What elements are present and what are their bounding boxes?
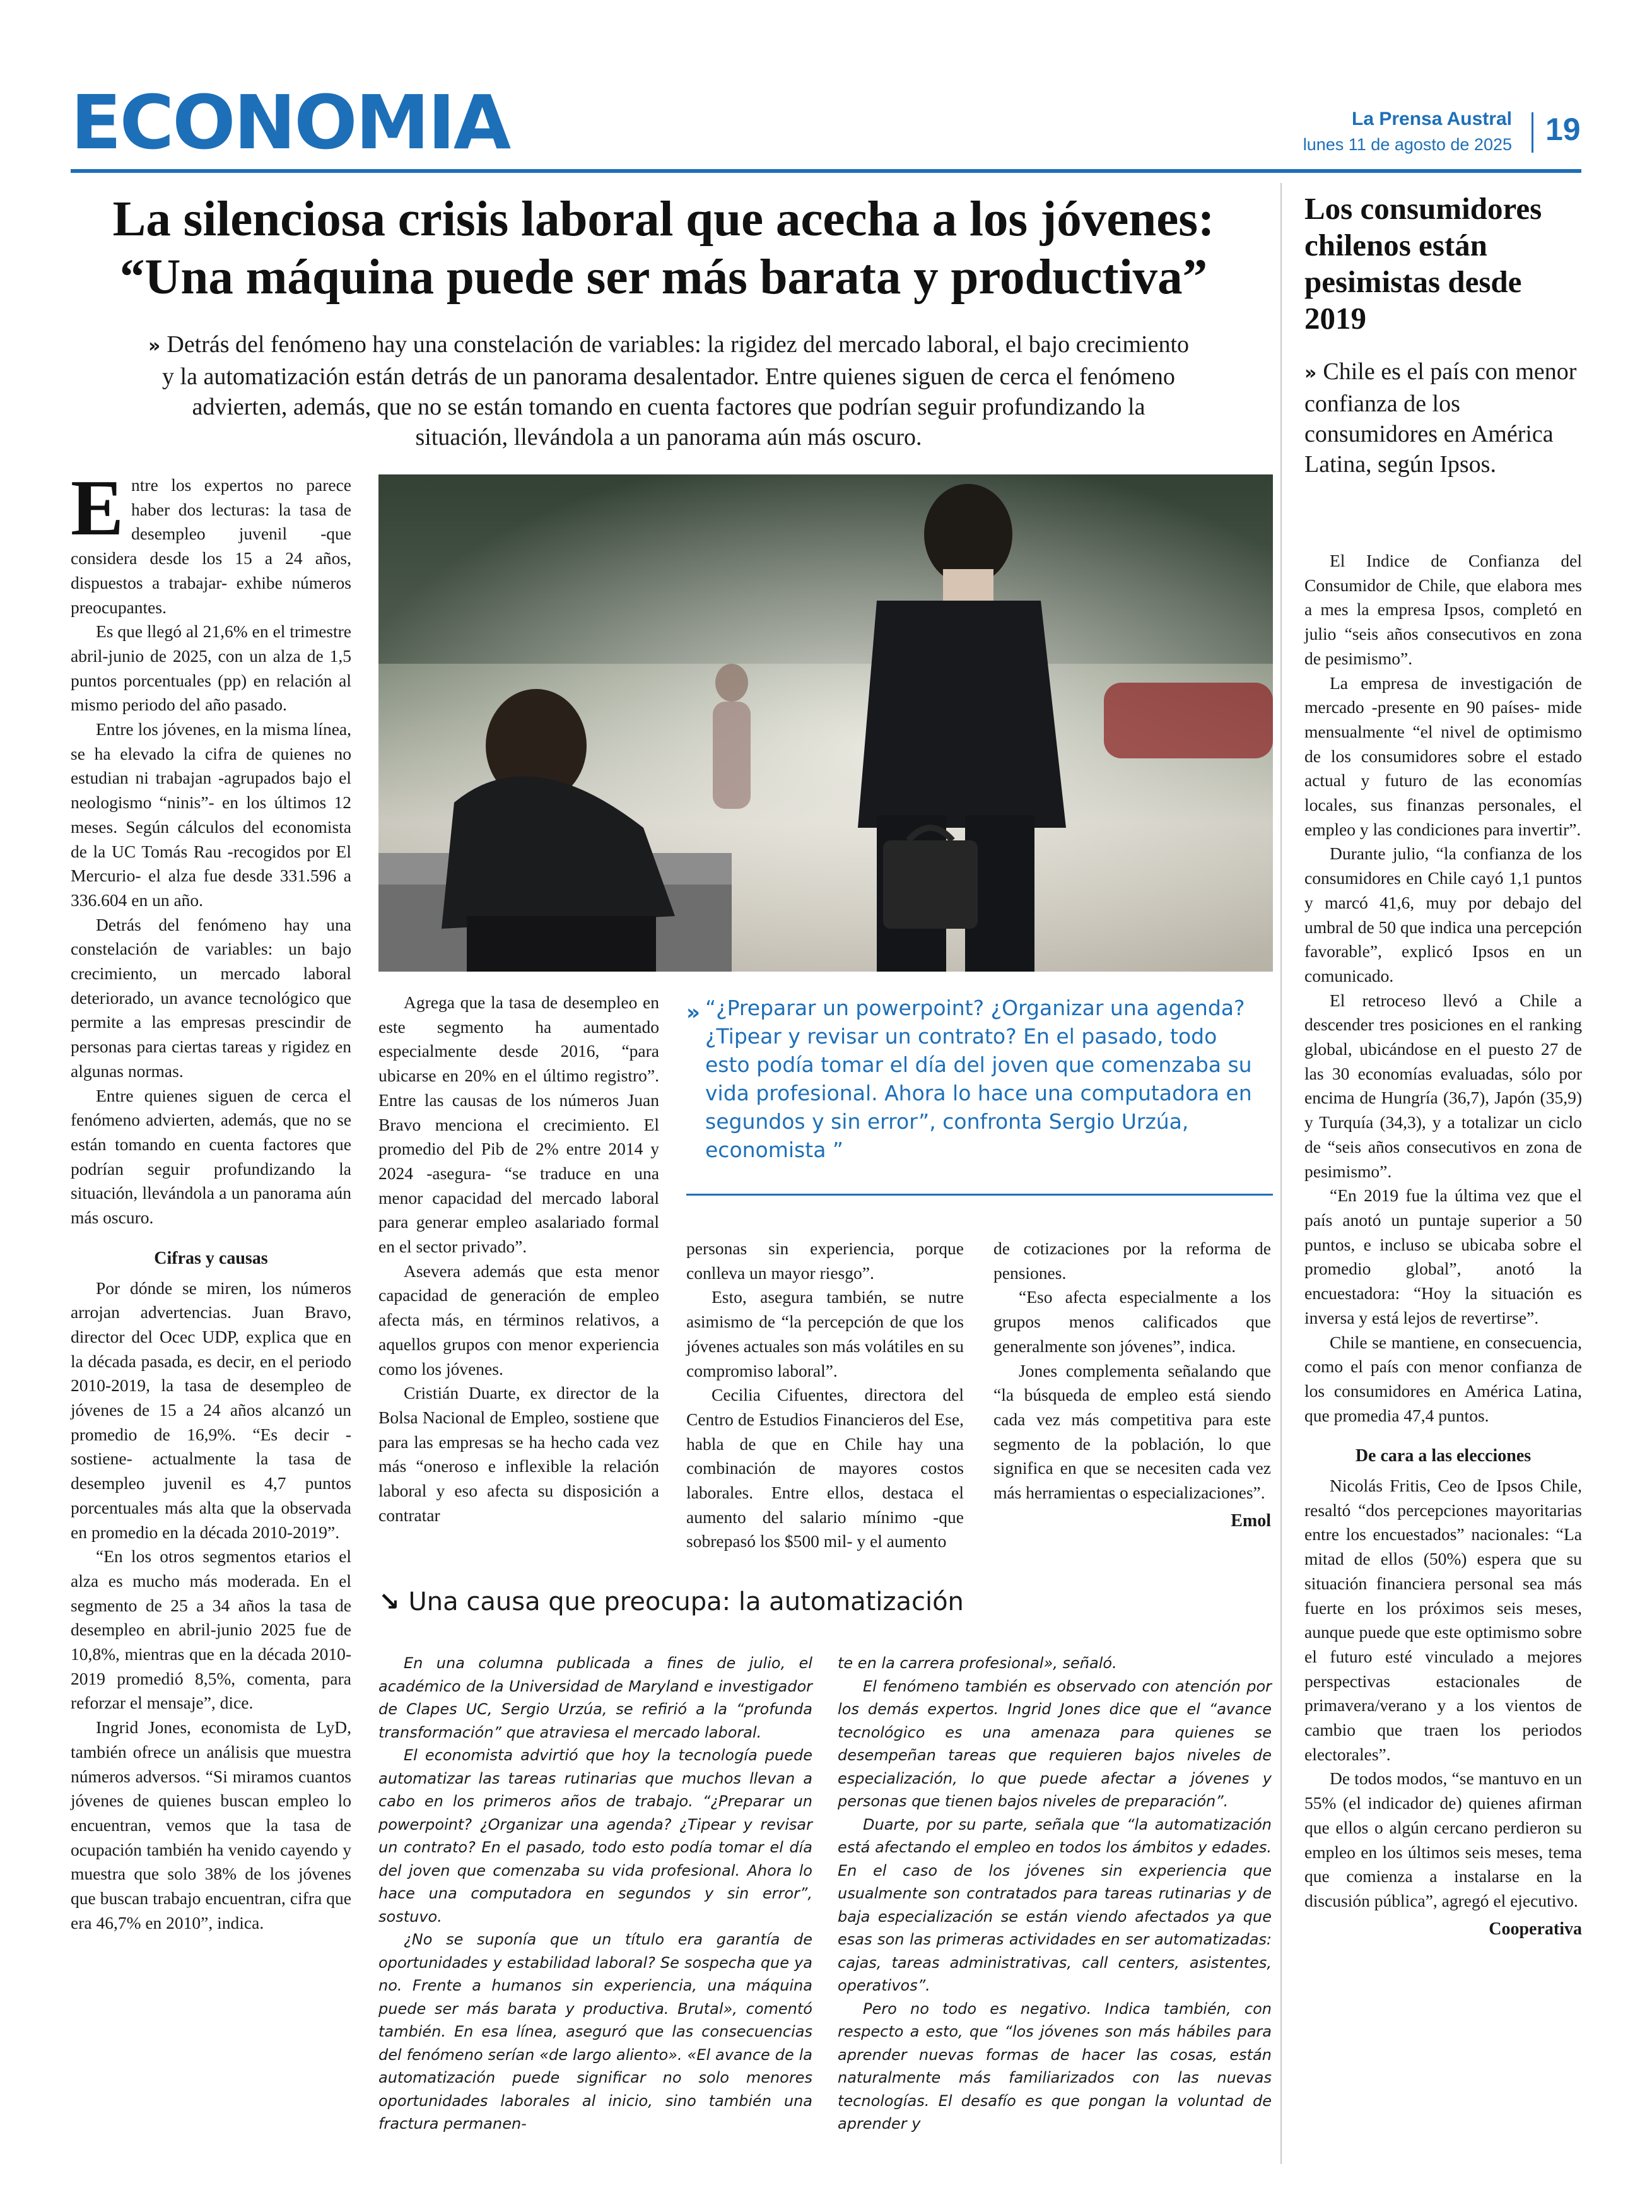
- sidebar-deck-text: Chile es el país con menor confianza de los consumidores en América Latina, según Ipsos.: [1304, 358, 1577, 478]
- article-column-1: [71, 464, 351, 1935]
- article-paragraph: ¿No se suponía que un título era garantía de oportunidades y estabilidad laboral? Se sospecha que ya no. Frente a humanos sin experiencia, una máquina puede ser más barata y productiva. Brutal», comentó también. En esa línea, aseguró que las consecuencias del fenómeno serían «de largo aliento». «El avance de la automatización puede significar no solo menores oportunidades laborales al inicio, sino también una fractura permanen-: [378, 1931, 812, 2133]
- sidebar-paragraph: “En 2019 fue la última vez que el país anotó un puntaje superior a 50 puntos, e incluso se ubicaba sobre el promedio global”, anotó la encuestadora: “Hoy la situación es inversa y está lejos de revertirse”.: [1304, 1185, 1582, 1327]
- pull-quote-arrow-icon: »: [686, 1000, 700, 1025]
- arrow-down-right-icon: ↘: [378, 1587, 400, 1616]
- article-paragraph: En una columna publicada a fines de julio, el académico de la Universidad de Maryland e investigador de Clapes UC, Sergio Urzúa, se refirió a la “profunda transformación” que atraviesa el mercado laboral.: [378, 1654, 812, 1741]
- article-paragraph: Cecilia Cifuentes, directora del Centro de Estudios Financieros del Ese, habla de que en Chile hay una combinación de mayores costos laborales. Entre ellos, destaca el aumento del salario mínimo -que sobrepasó los $500 mil- y el aumento: [686, 1385, 964, 1551]
- sidebar-subhead: De cara a las elecciones: [1355, 1446, 1532, 1466]
- sidebar-paragraph: Durante julio, “la confianza de los consumidores en Chile cayó 1,1 puntos y marcó 41,6, muy por debajo del umbral de 50 que indica una percepción favorable”, explicó Ipsos en un comunicado.: [1304, 844, 1582, 985]
- article-paragraph: Agrega que la tasa de desempleo en este segmento ha aumentado especialmente desde 2016, “para ubicarse en 20% en el último registro”. Entre las causas de los números Juan Bravo menciona el crecimiento. El promedio del Pib de 2% entre 2014 y 2024 -asegura- “se traduce en una menor capacidad del mercado laboral para generar empleo asalariado formal en el sector privado”.: [378, 992, 659, 1257]
- article-paragraph: Entre los expertos no parece haber dos lecturas: la tasa de desempleo juvenil -que considera desde los 15 a 24 años, dispuestos a trabajar- exhibe números preocupantes.: [71, 464, 351, 617]
- page-number-divider: [1532, 112, 1533, 153]
- sidebar-paragraph: De todos modos, “se mantuvo en un 55% (el indicador de) quienes afirman que ellos o algún cercano perdieron su empleo en los últimos seis meses, tema que comienza a instalarse en la discusión pública”, agregó el ejecutivo.: [1304, 1768, 1582, 1910]
- article-paragraph: Cristián Duarte, ex director de la Bolsa Nacional de Empleo, sostiene que para las empresas se ha hecho cada vez más “oneroso e inflexible la relación laboral y eso afecta su disposición a contratar: [378, 1383, 659, 1525]
- article-paragraph: Asevera además que esta menor capacidad de generación de empleo afecta más, en términos relativos, a aquellos grupos con menor experiencia como los jóvenes.: [378, 1261, 659, 1379]
- article-paragraph: de cotizaciones por la reforma de pensiones.: [993, 1238, 1271, 1283]
- article-paragraph: “En los otros segmentos etarios el alza es mucho más moderada. En el segmento de 25 a 34 años la tasa de desempleo en abril-junio 2025 fue de 10,8%, mientras que en la década 2010-2019 promedió 8,5%, comenta, para reforzar el mensaje”, dice.: [71, 1546, 351, 1713]
- deck-arrow-icon: »: [148, 335, 161, 357]
- article-paragraph: Es que llegó al 21,6% en el trimestre abril-junio de 2025, con un alza de 1,5 puntos porcentuales (pp) en relación al mismo periodo del año pasado.: [71, 621, 351, 715]
- drop-cap: E: [71, 464, 124, 552]
- article-paragraph: Pero no todo es negativo. Indica también, con respecto a esto, que “los jóvenes son más hábiles para aprender nuevas formas de hacer las cosas, están naturalmente más familiarizados con las nuevas tecnologías. El desafío es que pongan la voluntad de aprender y: [838, 1999, 1272, 2133]
- article-paragraph: Entre los jóvenes, en la misma línea, se ha elevado la cifra de quienes no estudian ni trabajan -agrupados bajo el neologismo “ninis”- en los últimos 12 meses. Según cálculos del economista de la UC Tomás Rau -recogidos por El Mercurio- el alza fue desde 331.596 a 336.604 en un año.: [71, 719, 351, 910]
- issue-date: lunes 11 de agosto de 2025: [1303, 135, 1512, 154]
- article-paragraph: Duarte, por su parte, señala que “la automatización está afectando el empleo en todos los ámbitos y edades. En el caso de los jóvenes sin experiencia que usualmente son contratados para tareas rutinarias y de baja especialización se están viendo afectados ya que esas son las primeras actividades en ser automatizadas: cajas, tareas administrativas, call centers, asistentes, operativos”.: [838, 1815, 1272, 1994]
- article-paragraph: “Eso afecta especialmente a los grupos menos calificados que generalmente son jóvenes”, indica.: [993, 1287, 1271, 1356]
- article-headline: La silenciosa crisis laboral que acecha a los jóvenes: “Una máquina puede ser más barata y productiva”: [112, 192, 1215, 305]
- article-paragraph: El economista advirtió que hoy la tecnología puede automatizar las tareas rutinarias que muchos llevan a cabo en los primeros años de trabajo. “¿Preparar un powerpoint? ¿Organizar una agenda? ¿Tipear y revisar un contrato? En el pasado, todo esto podía tomar el día del joven que comenzaba su vida profesional. Ahora lo hace una computadora en segundos y sin error”, sostuvo.: [378, 1746, 812, 1926]
- sidebar-credit: Cooperativa: [1489, 1919, 1582, 1939]
- pull-quote-text: “¿Preparar un powerpoint? ¿Organizar una agenda? ¿Tipear y revisar un contrato? En el pasado, todo esto podía tomar el día del joven que comenzaba su vida profesional. Ahora lo hace una computadora en segundos y sin error”, confronta Sergio Urzúa, economista ”: [705, 996, 1252, 1162]
- automation-column-2: [838, 1652, 1272, 2136]
- article-credit: Emol: [1231, 1510, 1271, 1531]
- automation-heading-text: Una causa que preocupa: la automatización: [408, 1587, 964, 1616]
- article-paragraph: El fenómeno también es observado con atención por los demás expertos. Ingrid Jones dice que el “avance tecnológico es una amenaza para quienes se desempeñan tareas que requieren bajos niveles de especialización, lo que puede afectar a jóvenes y personas que tienen bajos niveles de preparación”.: [838, 1677, 1272, 1810]
- sidebar-paragraph: Chile se mantiene, en consecuencia, como el país con menor confianza de los consumidores en América Latina, que promedia 47,4 puntos.: [1304, 1332, 1582, 1425]
- article-paragraph: Ingrid Jones, economista de LyD, también ofrece un análisis que muestra números adversos. “Si miramos cuantos jóvenes de quienes buscan empleo lo encuentran, vemos que la tasa de ocupación también ha venido cayendo y muestra que solo 38% de los jóvenes que buscan trabajo encuentran, cifra que era 46,7% en 2010”, indica.: [71, 1717, 351, 1933]
- newspaper-name: La Prensa Austral: [1352, 109, 1512, 129]
- article-column-4: [993, 1237, 1271, 1533]
- subhead-cifras: Cifras y causas: [154, 1248, 268, 1268]
- article-photo: [378, 474, 1273, 972]
- sidebar-deck: [1304, 356, 1582, 479]
- sidebar-paragraph: El Indice de Confianza del Consumidor de Chile, que elabora mes a mes la empresa Ipsos, completó en julio “seis años consecutivos en zona de pesimismo”.: [1304, 551, 1582, 668]
- page-number: 19: [1545, 112, 1581, 147]
- sidebar-headline: Los consumidores chilenos están pesimistas desde 2019: [1304, 191, 1542, 336]
- pull-quote-rule: [686, 1194, 1273, 1196]
- article-paragraph: Esto, asegura también, se nutre asimismo de “la percepción de que los jóvenes actuales son más volátiles en su compromiso laboral”.: [686, 1287, 964, 1380]
- automation-heading: [378, 1587, 964, 1616]
- article-paragraph: te en la carrera profesional», señaló.: [838, 1654, 1117, 1672]
- article-paragraph: Detrás del fenómeno hay una constelación de variables: un bajo crecimiento, un mercado laboral deteriorado, un avance tecnológico que permite a las empresas prescindir de personas para ciertas tareas y rigidez en algunas normas.: [71, 914, 351, 1081]
- header-rule: [71, 169, 1581, 173]
- article-column-3: [686, 1237, 964, 1554]
- sidebar-divider: [1280, 183, 1282, 2164]
- article-paragraph: personas sin experiencia, porque conlleva un mayor riesgo”.: [686, 1238, 964, 1283]
- article-paragraph: Jones complementa señalando que “la búsqueda de empleo está siendo cada vez más competitiva para este segmento de la población, lo que significa en que se necesiten cada vez más herramientas o especializaciones”.: [993, 1360, 1271, 1503]
- article-deck: [145, 329, 1192, 452]
- sidebar-column: [1304, 549, 1582, 1941]
- article-paragraph: Por dónde se miren, los números arrojan advertencias. Juan Bravo, director del Ocec UDP, explica que en la década pasada, es decir, en el periodo 2010-2019, la tasa de desempleo de jóvenes de 15 a 24 años alcanzó un promedio de 16,9%. “Es decir -sostiene- actualmente la tasa de desempleo juvenil es 4,7 puntos porcentuales más alta que la observada en promedio en la década 2010-2019”.: [71, 1278, 351, 1542]
- article-column-2: [378, 991, 659, 1527]
- sidebar-paragraph: El retroceso llevó a Chile a descender tres posiciones en el ranking global, ubicándose en el puesto 27 de las 30 economías evaluadas, sólo por encima de Hungría (36,7), Japón (35,9) y Turquía (34,3), y a totalizar un ciclo de “seis años consecutivos en zona de pesimismo”.: [1304, 990, 1582, 1181]
- article-paragraph: Entre quienes siguen de cerca el fenómeno advierten, además, que no se están tomando en cuenta factores que podrían seguir profundizando la situación, llevándola a un panorama aún más oscuro.: [71, 1085, 351, 1228]
- sidebar-deck-arrow-icon: »: [1304, 362, 1317, 384]
- sidebar-paragraph: Nicolás Fritis, Ceo de Ipsos Chile, resaltó “dos percepciones mayoritarias entre los encuestados” nacionales: “La mitad de ellos (50%) espera que su situación financiera personal sea más fuerte en los próximos seis meses, aunque puede que este optimismo sobre el futuro esté vinculado a mejores perspectivas estacionales de primavera/verano y a los vientos de cambio que traen los periodos electorales”.: [1304, 1476, 1582, 1764]
- section-title: ECONOMIA: [71, 79, 510, 166]
- photo-illustration: [378, 474, 1273, 972]
- automation-column-1: [378, 1652, 812, 2136]
- sidebar-paragraph: La empresa de investigación de mercado -presente en 90 países- mide mensualmente “el nivel de optimismo de los consumidores sobre el estado actual y futuro de las economías locales, sus finanzas personales, el empleo y las condiciones para invertir”.: [1304, 673, 1582, 839]
- pull-quote: [686, 994, 1273, 1196]
- deck-text: Detrás del fenómeno hay una constelación de variables: la rigidez del mercado laboral, el bajo crecimiento y la automatización están detrás de un panorama desalentador. Entre quienes siguen de cerca el fenómeno advierten, además, que no se están tomando en cuenta factores que podrían seguir profundizando la situación, llevándola a un panorama aún más oscuro.: [162, 331, 1190, 450]
